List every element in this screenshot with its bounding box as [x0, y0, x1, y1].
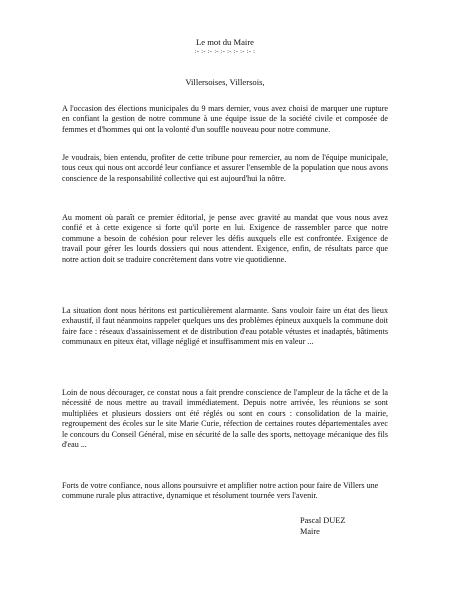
paragraph: Loin de nous décourager, ce constat nous a fait prendre conscience de l'ampleur de la tâche et de la nécessité de nous mettre au travail immédiatement. Depuis notre arrivée, les réunions se sont multipliées et plusieurs dossiers ont été réglés ou sont en cours : consolidation de la mairie, regroupement des écoles sur le site Marie Curie, réfection de certaines routes départementales avec le concours du Conseil Général, mise en sécurité de la salle des sports, nettoyage mécanique des fils d'eau ... [62, 388, 388, 450]
paragraph: La situation dont nous héritons est particulièrement alarmante. Sans vouloir faire un état des lieux exhaustif, il faut néanmoins rappeler quelques uns des problèmes épineux auxquels la commune doit faire face : réseaux d'assainissement et de distribution d'eau potable vétustes et inadaptés, bâtiments communaux en piteux état, village négligé et insuffisamment mis en valeur ... [62, 306, 388, 347]
paragraph: Forts de votre confiance, nous allons poursuivre et amplifier notre action pour faire de Villers une commune rurale plus attractive, dynamique et résolument tournée vers l'avenir. [62, 481, 379, 501]
paragraph: Au moment où paraît ce premier éditorial, je pense avec gravité au mandat que vous nous avez confié et à cette exigence si forte qu'il porte en lui. Exigence de rassembler parce que notre commune a besoin de cohésion pour relever les défis auxquels elle est confrontée. Exigence de travail pour gérer les lourds dossiers qui nous attendent. Exigence, enfin, de résultats parce que notre action doit se traduire concrètement dans votre vie quotidienne. [62, 213, 388, 264]
paragraph: A l'occasion des élections municipales du 9 mars dernier, vous avez choisi de marquer une rupture en confiant la gestion de notre commune à une équipe issue de la société civile et composée de femmes et d'hommes qui ont la volonté d'un souffle nouveau pour notre commune. [62, 104, 388, 134]
salutation: Villersoises, Villersois, [185, 77, 265, 87]
signature-name: Pascal DUEZ [300, 516, 346, 525]
signature-block [300, 516, 345, 537]
title-separator: :- :- :- :- :- :- :- :- :- : [194, 48, 256, 55]
document-title: Le mot du Maire [196, 37, 254, 47]
paragraph: Je voudrais, bien entendu, profiter de cette tribune pour remercier, au nom de l'équipe municipale, tous ceux qui nous ont accordé leur confiance et assurer l'ensemble de la population que nous avons conscience de la responsabilité collective qui est aujourd'hui la nôtre. [62, 153, 388, 183]
signature-role: Maire [300, 526, 320, 536]
